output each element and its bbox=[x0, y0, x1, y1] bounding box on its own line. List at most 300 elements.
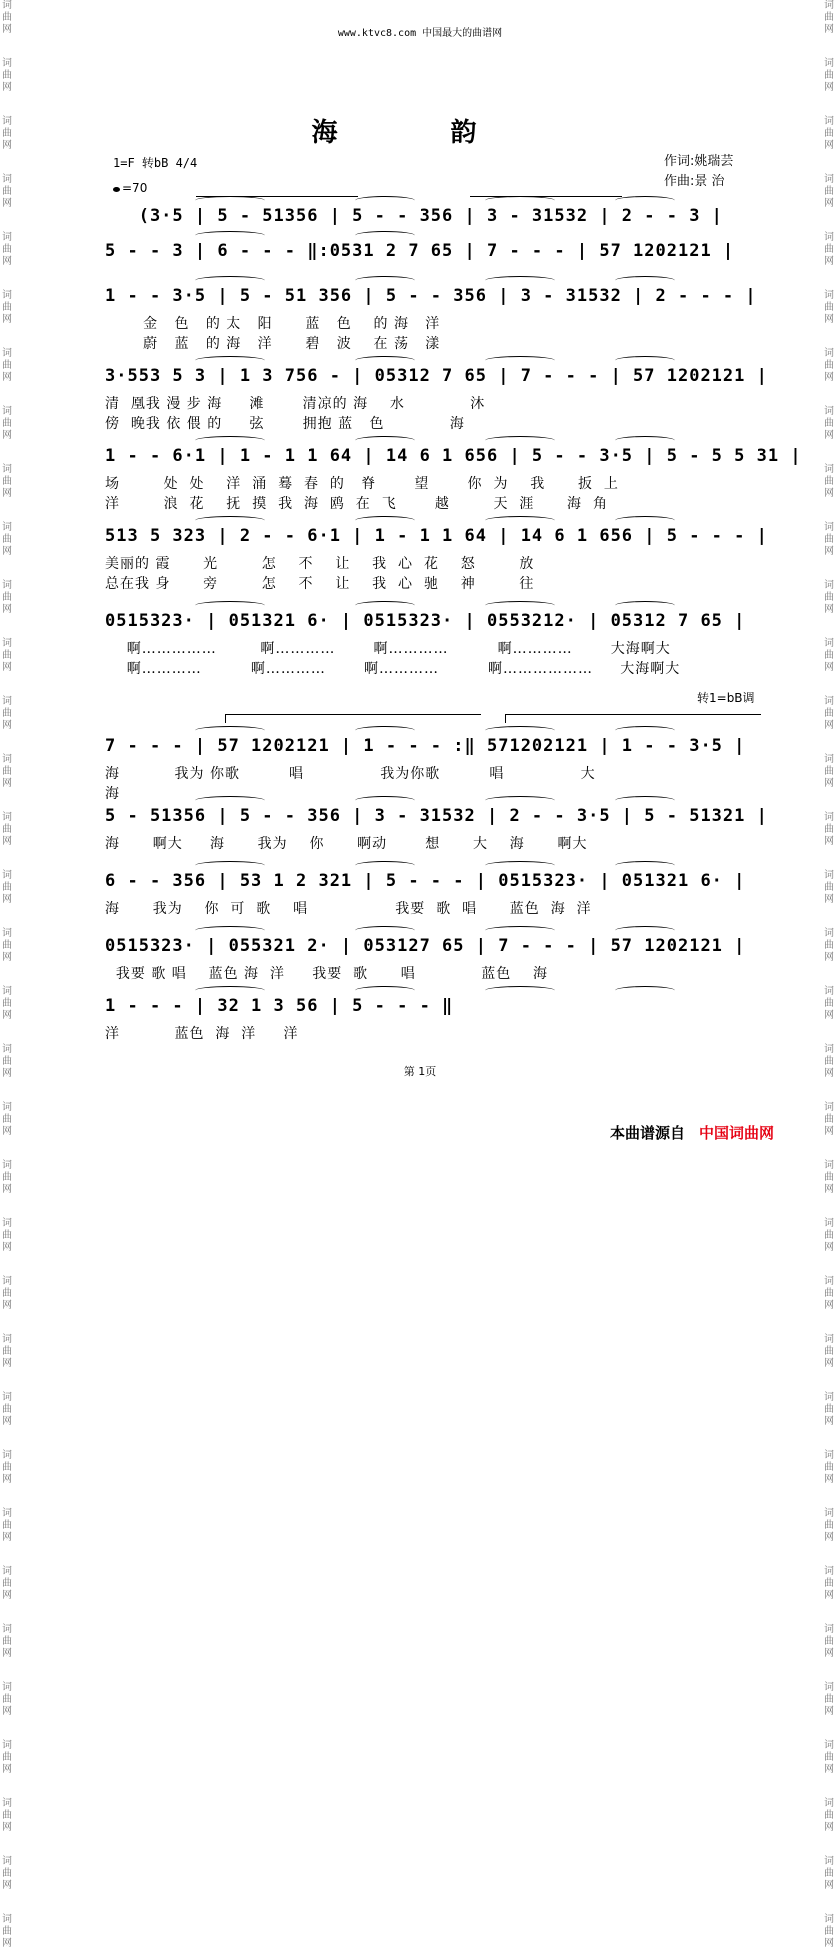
site-url[interactable]: www.ktvc8.com bbox=[337, 28, 417, 39]
watermark-group bbox=[2, 638, 16, 674]
watermark-char: 网 bbox=[2, 430, 12, 441]
watermark-char: 词 bbox=[824, 116, 834, 127]
watermark-char: 词 bbox=[2, 1450, 12, 1461]
watermark-char: 曲 bbox=[824, 1520, 834, 1531]
watermark-char: 曲 bbox=[824, 998, 834, 1009]
watermark-char: 网 bbox=[2, 1358, 12, 1369]
watermark-char: 网 bbox=[824, 1184, 834, 1195]
lyric-line: 傍 晚我 依 偎 的 弦 拥抱 蓝 色 海 bbox=[105, 416, 465, 432]
watermark-group bbox=[2, 696, 16, 732]
watermark-char: 词 bbox=[2, 696, 12, 707]
slur bbox=[615, 516, 675, 525]
notation-line: 1 - - 3·5 | 5 - 51 356 | 5 - - 356 | 3 - 31532 | 2 - - - | bbox=[105, 286, 757, 306]
watermark-char: 网 bbox=[824, 1938, 834, 1949]
watermark-char: 词 bbox=[824, 406, 834, 417]
watermark-char: 词 bbox=[2, 580, 12, 591]
slur bbox=[355, 796, 415, 805]
watermark-char: 网 bbox=[824, 1300, 834, 1311]
lyric-line: 场 处 处 洋 涌 蓦 春 的 脊 望 你 为 我 扳 上 bbox=[105, 476, 619, 492]
watermark-char: 网 bbox=[824, 1416, 834, 1427]
watermark-group bbox=[2, 1682, 16, 1718]
watermark-char: 曲 bbox=[824, 882, 834, 893]
watermark-group bbox=[824, 1102, 838, 1138]
watermark-char: 网 bbox=[824, 314, 834, 325]
watermark-char: 曲 bbox=[2, 650, 12, 661]
watermark-char: 词 bbox=[2, 1160, 12, 1171]
watermark-char: 网 bbox=[824, 1358, 834, 1369]
watermark-group bbox=[2, 1392, 16, 1428]
lyric-line: 啊…………… 啊………… 啊………… 啊………… 大海啊大 bbox=[105, 641, 671, 657]
watermark-char: 曲 bbox=[2, 244, 12, 255]
watermark-group bbox=[824, 522, 838, 558]
watermark-char: 网 bbox=[2, 314, 12, 325]
watermark-char: 词 bbox=[824, 1740, 834, 1751]
notation-line: 6 - - 356 | 53 1 2 321 | 5 - - - | 0515323· | 051321 6· | bbox=[105, 871, 746, 891]
watermark-char: 曲 bbox=[824, 1346, 834, 1357]
source-credit bbox=[610, 1122, 774, 1143]
watermark-char: 词 bbox=[2, 1856, 12, 1867]
watermark-char: 词 bbox=[2, 232, 12, 243]
watermark-char: 曲 bbox=[2, 302, 12, 313]
lyric-line: 海 啊大 海 我为 你 啊动 想 大 海 啊大 bbox=[105, 836, 588, 852]
watermark-char: 词 bbox=[2, 1392, 12, 1403]
score-row bbox=[105, 730, 765, 802]
watermark-char: 词 bbox=[2, 1566, 12, 1577]
notation-line: (3·5 | 5 - 51356 | 5 - - 356 | 3 - 31532 | 2 - - 3 | bbox=[105, 206, 723, 226]
lyric-line: 金 色 的 太 阳 蓝 色 的 海 洋 bbox=[105, 316, 441, 332]
watermark-char: 词 bbox=[824, 696, 834, 707]
watermark-char: 词 bbox=[2, 1044, 12, 1055]
watermark-char: 曲 bbox=[824, 186, 834, 197]
watermark-group bbox=[824, 928, 838, 964]
watermark-char: 词 bbox=[824, 1914, 834, 1925]
watermark-group bbox=[2, 174, 16, 210]
watermark-group bbox=[2, 986, 16, 1022]
slur bbox=[355, 276, 415, 285]
slur bbox=[615, 356, 675, 365]
lyric-line: 美丽的 霞 光 怎 不 让 我 心 花 怒 放 bbox=[105, 556, 535, 572]
watermark-char: 曲 bbox=[2, 1578, 12, 1589]
watermark-char: 曲 bbox=[2, 70, 12, 81]
score-row bbox=[105, 200, 765, 236]
watermark-char: 网 bbox=[2, 720, 12, 731]
watermark-char: 网 bbox=[824, 1590, 834, 1601]
watermark-char: 词 bbox=[824, 58, 834, 69]
tempo-value: =70 bbox=[122, 181, 148, 195]
watermark-group bbox=[824, 1624, 838, 1660]
watermark-char: 词 bbox=[824, 464, 834, 475]
watermark-char: 曲 bbox=[2, 1230, 12, 1241]
watermark-group bbox=[824, 232, 838, 268]
watermark-char: 词 bbox=[2, 58, 12, 69]
watermark-char: 曲 bbox=[824, 1230, 834, 1241]
watermark-char: 词 bbox=[2, 290, 12, 301]
slur bbox=[195, 861, 265, 870]
watermark-char: 网 bbox=[2, 1242, 12, 1253]
slur bbox=[485, 276, 555, 285]
slur bbox=[355, 231, 415, 240]
watermark-char: 词 bbox=[824, 1624, 834, 1635]
watermark-char: 曲 bbox=[824, 418, 834, 429]
watermark-char: 词 bbox=[824, 870, 834, 881]
watermark-group bbox=[824, 870, 838, 906]
watermark-group bbox=[824, 1160, 838, 1196]
watermark-char: 网 bbox=[2, 82, 12, 93]
slur bbox=[615, 601, 675, 610]
watermark-char: 网 bbox=[2, 836, 12, 847]
watermark-char: 词 bbox=[824, 290, 834, 301]
watermark-char: 网 bbox=[824, 662, 834, 673]
watermark-char: 词 bbox=[2, 464, 12, 475]
watermark-char: 曲 bbox=[2, 418, 12, 429]
watermark-group bbox=[2, 812, 16, 848]
watermark-group bbox=[824, 1508, 838, 1544]
watermark-char: 曲 bbox=[2, 940, 12, 951]
watermark-char: 曲 bbox=[2, 1694, 12, 1705]
watermark-group bbox=[2, 1450, 16, 1486]
slur bbox=[485, 726, 555, 735]
watermark-char: 词 bbox=[2, 1102, 12, 1113]
watermark-char: 网 bbox=[2, 256, 12, 267]
lyric-line: 啊………… 啊………… 啊………… 啊……………… 大海啊大 bbox=[105, 661, 681, 677]
watermark-char: 曲 bbox=[824, 708, 834, 719]
watermark-char: 网 bbox=[824, 836, 834, 847]
score-row bbox=[105, 235, 765, 271]
slur bbox=[485, 516, 555, 525]
watermark-char: 曲 bbox=[2, 1288, 12, 1299]
score-row bbox=[105, 360, 768, 432]
watermark-char: 曲 bbox=[2, 534, 12, 545]
watermark-group bbox=[2, 1566, 16, 1602]
watermark-char: 曲 bbox=[824, 1636, 834, 1647]
watermark-char: 词 bbox=[2, 174, 12, 185]
watermark-group bbox=[2, 754, 16, 790]
watermark-char: 曲 bbox=[2, 882, 12, 893]
watermark-char: 词 bbox=[824, 1392, 834, 1403]
watermark-char: 词 bbox=[824, 1276, 834, 1287]
site-header bbox=[0, 24, 840, 39]
slur bbox=[355, 926, 415, 935]
slur bbox=[195, 276, 265, 285]
watermark-group bbox=[2, 1160, 16, 1196]
notation-line: 513 5 323 | 2 - - 6·1 | 1 - 1 1 64 | 14 6 1 656 | 5 - - - | bbox=[105, 526, 768, 546]
watermark-char: 网 bbox=[824, 1474, 834, 1485]
watermark-group bbox=[2, 348, 16, 384]
watermark-char: 网 bbox=[2, 198, 12, 209]
slur bbox=[485, 926, 555, 935]
watermark-char: 网 bbox=[824, 1706, 834, 1717]
watermark-char: 曲 bbox=[824, 244, 834, 255]
watermark-group bbox=[2, 1624, 16, 1660]
watermark-char: 词 bbox=[2, 1218, 12, 1229]
slur bbox=[195, 796, 265, 805]
score-row bbox=[105, 440, 802, 512]
second-ending bbox=[505, 714, 761, 723]
watermark-char: 曲 bbox=[824, 1752, 834, 1763]
left-edge-watermark bbox=[2, 0, 16, 1949]
watermark-char: 曲 bbox=[2, 1520, 12, 1531]
watermark-char: 词 bbox=[2, 1334, 12, 1345]
watermark-char: 网 bbox=[2, 1822, 12, 1833]
slur bbox=[195, 231, 265, 240]
source-site-link[interactable]: 中国词曲网 bbox=[699, 1124, 775, 1142]
slur bbox=[485, 861, 555, 870]
slur bbox=[195, 436, 265, 445]
watermark-char: 词 bbox=[824, 0, 834, 11]
watermark-char: 网 bbox=[2, 952, 12, 963]
slur bbox=[485, 986, 555, 995]
watermark-char: 词 bbox=[824, 348, 834, 359]
slur bbox=[615, 276, 675, 285]
watermark-group bbox=[2, 1508, 16, 1544]
watermark-char: 网 bbox=[2, 372, 12, 383]
watermark-group bbox=[824, 1450, 838, 1486]
watermark-char: 网 bbox=[2, 1068, 12, 1079]
watermark-char: 网 bbox=[824, 894, 834, 905]
watermark-char: 曲 bbox=[2, 1462, 12, 1473]
lyricist: 作词:姚瑞芸 bbox=[664, 154, 734, 169]
watermark-char: 曲 bbox=[2, 1114, 12, 1125]
watermark-char: 网 bbox=[824, 1532, 834, 1543]
watermark-char: 曲 bbox=[2, 12, 12, 23]
watermark-group bbox=[2, 1798, 16, 1834]
watermark-char: 词 bbox=[2, 1914, 12, 1925]
watermark-group bbox=[2, 464, 16, 500]
slur bbox=[615, 726, 675, 735]
watermark-group bbox=[2, 1914, 16, 1950]
watermark-group bbox=[824, 812, 838, 848]
watermark-char: 网 bbox=[824, 430, 834, 441]
watermark-char: 网 bbox=[2, 1880, 12, 1891]
watermark-char: 曲 bbox=[824, 1056, 834, 1067]
slur bbox=[355, 356, 415, 365]
notation-line: 7 - - - | 57 1202121 | 1 - - - :‖ 571202121 | 1 - - 3·5 | bbox=[105, 736, 746, 756]
watermark-group bbox=[824, 1856, 838, 1892]
watermark-group bbox=[824, 464, 838, 500]
watermark-char: 曲 bbox=[2, 998, 12, 1009]
notation-line: 5 - - 3 | 6 - - - ‖:0531 2 7 65 | 7 - - - | 57 1202121 | bbox=[105, 241, 735, 261]
watermark-char: 曲 bbox=[2, 766, 12, 777]
watermark-char: 网 bbox=[2, 662, 12, 673]
watermark-group bbox=[824, 580, 838, 616]
watermark-char: 曲 bbox=[2, 1056, 12, 1067]
watermark-char: 曲 bbox=[824, 12, 834, 23]
watermark-char: 曲 bbox=[2, 1752, 12, 1763]
watermark-char: 曲 bbox=[824, 940, 834, 951]
slur bbox=[195, 196, 265, 205]
watermark-char: 词 bbox=[2, 986, 12, 997]
watermark-group bbox=[2, 1740, 16, 1776]
watermark-char: 词 bbox=[2, 1798, 12, 1809]
watermark-char: 词 bbox=[2, 406, 12, 417]
slur bbox=[355, 436, 415, 445]
watermark-char: 词 bbox=[824, 1334, 834, 1345]
watermark-group bbox=[824, 1914, 838, 1950]
lyric-line: 蔚 蓝 的 海 洋 碧 波 在 荡 漾 bbox=[105, 336, 441, 352]
slur bbox=[485, 796, 555, 805]
slur bbox=[615, 926, 675, 935]
watermark-char: 词 bbox=[824, 812, 834, 823]
watermark-char: 词 bbox=[2, 754, 12, 765]
credits bbox=[664, 152, 733, 192]
watermark-group bbox=[824, 1566, 838, 1602]
watermark-char: 词 bbox=[2, 1624, 12, 1635]
watermark-char: 曲 bbox=[2, 592, 12, 603]
watermark-group bbox=[824, 1682, 838, 1718]
watermark-char: 网 bbox=[824, 24, 834, 35]
watermark-char: 曲 bbox=[824, 650, 834, 661]
slur bbox=[485, 436, 555, 445]
right-edge-watermark bbox=[824, 0, 838, 1949]
watermark-char: 词 bbox=[2, 1508, 12, 1519]
watermark-char: 曲 bbox=[2, 360, 12, 371]
watermark-char: 曲 bbox=[824, 128, 834, 139]
notation-line: 0515323· | 055321 2· | 053127 65 | 7 - - - | 57 1202121 | bbox=[105, 936, 746, 956]
watermark-char: 网 bbox=[824, 256, 834, 267]
watermark-char: 曲 bbox=[824, 592, 834, 603]
watermark-char: 曲 bbox=[824, 824, 834, 835]
watermark-char: 词 bbox=[824, 1044, 834, 1055]
watermark-char: 词 bbox=[2, 638, 12, 649]
watermark-char: 词 bbox=[824, 928, 834, 939]
watermark-char: 网 bbox=[824, 1242, 834, 1253]
watermark-group bbox=[2, 1334, 16, 1370]
song-title: 海 韵 bbox=[311, 118, 529, 148]
watermark-char: 网 bbox=[824, 198, 834, 209]
slur bbox=[615, 436, 675, 445]
watermark-char: 网 bbox=[824, 1010, 834, 1021]
watermark-char: 词 bbox=[2, 928, 12, 939]
lyric-line: 我要 歌 唱 蓝色 海 洋 我要 歌 唱 蓝色 海 bbox=[105, 966, 549, 982]
watermark-char: 曲 bbox=[2, 1346, 12, 1357]
watermark-group bbox=[2, 406, 16, 442]
watermark-group bbox=[824, 1218, 838, 1254]
watermark-char: 曲 bbox=[824, 360, 834, 371]
watermark-char: 词 bbox=[824, 1160, 834, 1171]
lyric-line: 海 bbox=[105, 786, 120, 802]
watermark-char: 词 bbox=[2, 0, 12, 11]
watermark-char: 词 bbox=[824, 580, 834, 591]
first-ending bbox=[225, 714, 481, 723]
watermark-char: 曲 bbox=[2, 1926, 12, 1937]
watermark-char: 网 bbox=[824, 1648, 834, 1659]
watermark-group bbox=[824, 174, 838, 210]
slur bbox=[485, 356, 555, 365]
watermark-char: 网 bbox=[2, 1648, 12, 1659]
watermark-char: 词 bbox=[824, 232, 834, 243]
tempo-mark bbox=[113, 181, 147, 195]
watermark-char: 网 bbox=[2, 1474, 12, 1485]
lyric-line: 海 我为 你歌 唱 我为你歌 唱 大 bbox=[105, 766, 596, 782]
watermark-group bbox=[824, 1334, 838, 1370]
source-label: 本曲谱源自 bbox=[610, 1124, 686, 1142]
watermark-char: 网 bbox=[2, 778, 12, 789]
watermark-char: 词 bbox=[2, 1740, 12, 1751]
watermark-char: 词 bbox=[824, 1798, 834, 1809]
watermark-char: 网 bbox=[2, 488, 12, 499]
watermark-char: 网 bbox=[2, 604, 12, 615]
watermark-char: 网 bbox=[824, 546, 834, 557]
watermark-group bbox=[2, 1276, 16, 1312]
watermark-char: 曲 bbox=[824, 302, 834, 313]
watermark-group bbox=[2, 522, 16, 558]
slur bbox=[195, 516, 265, 525]
watermark-char: 曲 bbox=[2, 128, 12, 139]
watermark-char: 曲 bbox=[2, 1636, 12, 1647]
watermark-group bbox=[2, 1102, 16, 1138]
watermark-char: 网 bbox=[824, 372, 834, 383]
lyric-line: 总在我 身 旁 怎 不 让 我 心 驰 神 往 bbox=[105, 576, 535, 592]
notation-line: 3·553 5 3 | 1 3 756 - | 05312 7 65 | 7 - - - | 57 1202121 | bbox=[105, 366, 768, 386]
watermark-char: 词 bbox=[2, 870, 12, 881]
watermark-char: 曲 bbox=[824, 1868, 834, 1879]
notation-line: 0515323· | 051321 6· | 0515323· | 0553212· | 05312 7 65 | bbox=[105, 611, 746, 631]
slur bbox=[195, 601, 265, 610]
slur bbox=[615, 986, 675, 995]
lyric-line: 海 我为 你 可 歌 唱 我要 歌 唱 蓝色 海 洋 bbox=[105, 901, 592, 917]
quarter-note-icon bbox=[113, 187, 120, 192]
watermark-group bbox=[824, 754, 838, 790]
watermark-group bbox=[824, 696, 838, 732]
slur bbox=[485, 196, 555, 205]
watermark-char: 曲 bbox=[824, 1172, 834, 1183]
watermark-char: 网 bbox=[2, 1300, 12, 1311]
page-number: 第 1页 bbox=[403, 1065, 437, 1078]
watermark-char: 曲 bbox=[824, 70, 834, 81]
watermark-group bbox=[2, 232, 16, 268]
watermark-group bbox=[824, 638, 838, 674]
slur bbox=[195, 986, 265, 995]
watermark-char: 网 bbox=[824, 720, 834, 731]
lyric-line: 洋 蓝色 海 洋 洋 bbox=[105, 1026, 299, 1042]
watermark-char: 词 bbox=[824, 986, 834, 997]
watermark-group bbox=[2, 58, 16, 94]
watermark-char: 曲 bbox=[2, 1810, 12, 1821]
watermark-char: 曲 bbox=[824, 1578, 834, 1589]
slur bbox=[355, 861, 415, 870]
watermark-char: 曲 bbox=[824, 1810, 834, 1821]
watermark-char: 词 bbox=[824, 1102, 834, 1113]
watermark-char: 曲 bbox=[824, 1694, 834, 1705]
watermark-char: 曲 bbox=[2, 1404, 12, 1415]
watermark-char: 曲 bbox=[2, 476, 12, 487]
watermark-char: 曲 bbox=[824, 1288, 834, 1299]
score-row bbox=[105, 800, 768, 852]
site-tagline: 中国最大的曲谱网 bbox=[422, 28, 503, 39]
watermark-group bbox=[2, 1856, 16, 1892]
slur bbox=[355, 601, 415, 610]
watermark-group bbox=[824, 406, 838, 442]
watermark-group bbox=[824, 1798, 838, 1834]
watermark-char: 曲 bbox=[2, 1172, 12, 1183]
watermark-char: 词 bbox=[824, 1566, 834, 1577]
watermark-char: 网 bbox=[824, 140, 834, 151]
watermark-char: 词 bbox=[824, 1856, 834, 1867]
watermark-char: 网 bbox=[824, 778, 834, 789]
watermark-char: 网 bbox=[824, 1764, 834, 1775]
score-row bbox=[105, 930, 765, 982]
score-row bbox=[105, 520, 768, 592]
watermark-char: 网 bbox=[2, 1590, 12, 1601]
watermark-group bbox=[2, 928, 16, 964]
watermark-char: 词 bbox=[2, 116, 12, 127]
watermark-group bbox=[824, 1392, 838, 1428]
watermark-char: 网 bbox=[2, 1416, 12, 1427]
watermark-char: 曲 bbox=[824, 1114, 834, 1125]
watermark-char: 网 bbox=[2, 894, 12, 905]
watermark-char: 曲 bbox=[824, 1926, 834, 1937]
notation-line: 1 - - - | 32 1 3 56 | 5 - - - ‖ bbox=[105, 996, 454, 1016]
